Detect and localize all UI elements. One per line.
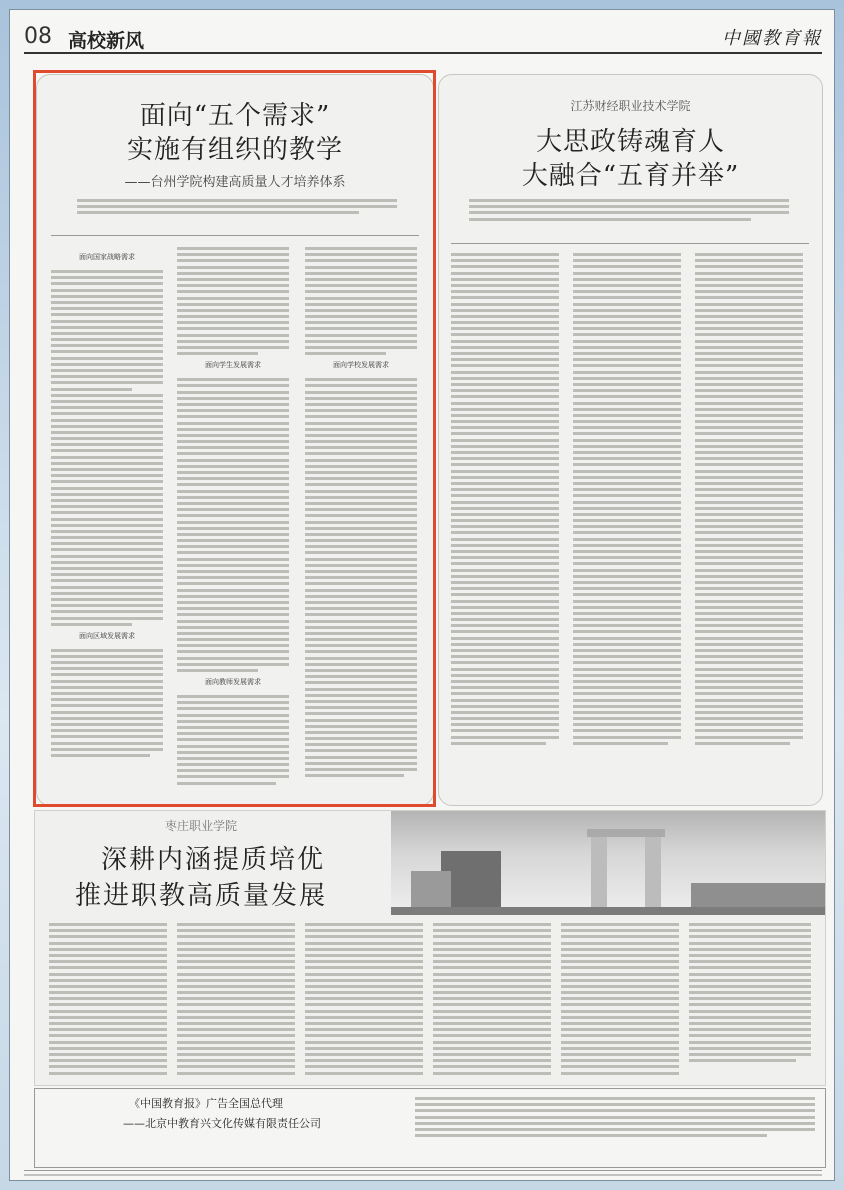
article-right-lede <box>469 199 789 224</box>
campus-photo <box>391 811 825 915</box>
subhead: 面向学生发展需求 <box>205 361 261 370</box>
ad-line2: ——北京中教育兴文化传媒有限责任公司 <box>123 1117 321 1130</box>
subhead: 面向教师发展需求 <box>205 678 261 686</box>
article-bottom <box>34 810 826 1086</box>
article-left-subtitle: ——台州学院构建高质量人才培养体系 <box>124 175 346 190</box>
article-right-col3 <box>695 253 803 748</box>
ad-line1: 《中国教育报》广告全国总代理 <box>129 1097 283 1110</box>
article-bottom-col3 <box>305 923 423 1078</box>
article-right-col2 <box>573 253 681 748</box>
article-right-title-line1: 大思政铸魂育人 <box>535 127 725 157</box>
article-bottom-school: 枣庄职业学院 <box>165 819 238 833</box>
advertisement-box <box>34 1088 826 1168</box>
newspaper-logo: 中國教育報 <box>722 28 822 49</box>
ad-body <box>415 1097 815 1140</box>
article-right-title-line2: 大融合“五育并举” <box>521 161 740 191</box>
page-number: 08 <box>24 24 52 49</box>
article-bottom-title-line1: 深耕内涵提质培优 <box>101 845 326 875</box>
article-left-title-line1: 面向“五个需求” <box>139 101 331 131</box>
page-footer <box>24 1170 822 1179</box>
section-title: 高校新风 <box>68 30 145 52</box>
article-bottom-col5 <box>561 923 679 1078</box>
article-bottom-col2 <box>177 923 295 1078</box>
article-right-col1 <box>451 253 559 748</box>
newspaper-page <box>9 9 835 1181</box>
subhead: 面向国家战略需求 <box>79 253 135 261</box>
subhead: 面向区域发展需求 <box>79 631 135 640</box>
article-left-title-line2: 实施有组织的教学 <box>126 135 343 165</box>
article-bottom-col6 <box>689 923 811 1065</box>
subhead: 面向学校发展需求 <box>333 361 389 370</box>
article-bottom-col1 <box>49 923 167 1078</box>
article-right-school: 江苏财经职业技术学院 <box>570 99 691 113</box>
page-header <box>24 22 822 54</box>
article-bottom-col4 <box>433 923 551 1078</box>
article-bottom-title-line2: 推进职教高质量发展 <box>75 881 328 911</box>
selection-highlight-box <box>33 70 436 807</box>
article-right <box>438 74 823 806</box>
